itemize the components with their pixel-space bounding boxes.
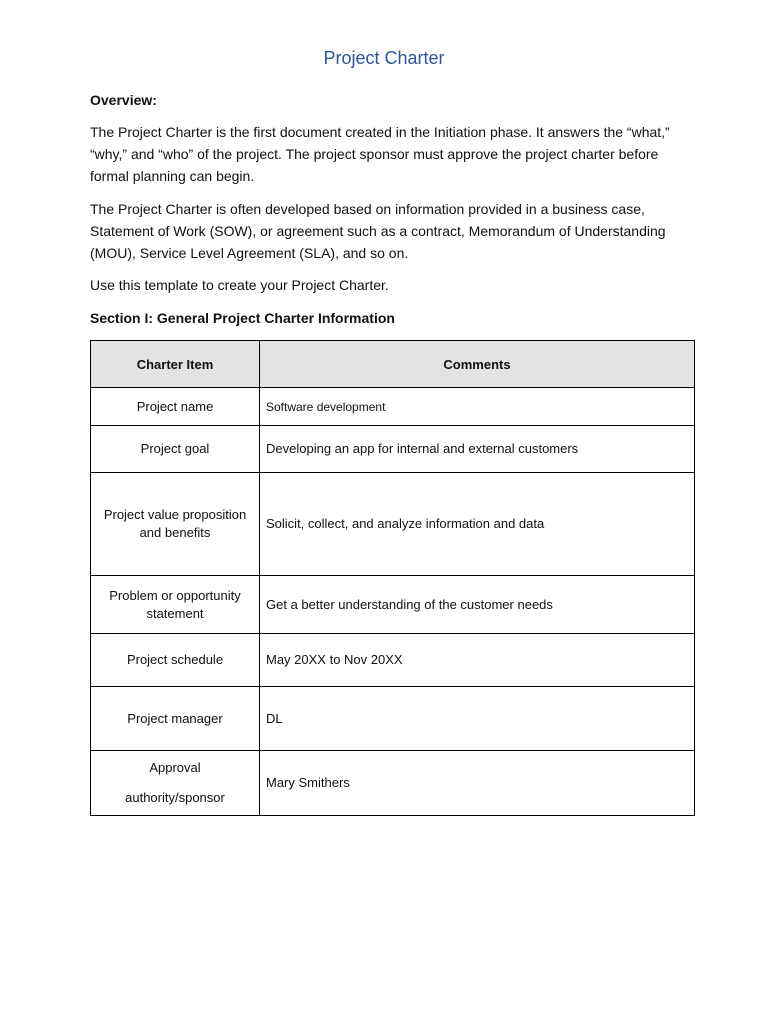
row-comment-project-name: Software development — [260, 388, 695, 426]
row-item-project-goal: Project goal — [91, 426, 260, 473]
row-comment-project-schedule: May 20XX to Nov 20XX — [260, 634, 695, 687]
paragraph-intro: The Project Charter is the first document created in the Initiation phase. It answers the “what,” “why,” and “who” of the project. The project sponsor must approve the project charter before formal planning can begin. — [90, 124, 670, 184]
row-item-problem-statement: Problem or opportunity statement — [91, 576, 260, 634]
row-item-project-name: Project name — [91, 388, 260, 426]
table-header-row — [91, 341, 695, 388]
paragraph-usage: Use this template to create your Project Charter. — [90, 277, 389, 293]
section-heading: Section I: General Project Charter Information — [90, 310, 395, 326]
page-title: Project Charter — [323, 48, 445, 68]
paragraph-sources: The Project Charter is often developed based on information provided in a business case, Statement of Work (SOW), or agreement such as a contract, Memorandum of Understanding (MOU), Service Level Agreement (SLA), and so on. — [90, 201, 666, 261]
row-comment-approval-authority: Mary Smithers — [260, 751, 695, 816]
header-comments: Comments — [260, 341, 695, 388]
table-row — [91, 751, 695, 816]
row-comment-value-proposition: Solicit, collect, and analyze information and data — [260, 473, 695, 576]
overview-heading: Overview: — [90, 92, 157, 108]
table-row — [91, 634, 695, 687]
row-comment-problem-statement: Get a better understanding of the customer needs — [260, 576, 695, 634]
row-item-value-proposition: Project value proposition and benefits — [91, 473, 260, 576]
row-item-project-schedule: Project schedule — [91, 634, 260, 687]
table-row — [91, 576, 695, 634]
row-item-approval-authority — [91, 751, 260, 816]
row-item-project-manager: Project manager — [91, 687, 260, 751]
table-row — [91, 388, 695, 426]
table-row — [91, 473, 695, 576]
approval-line-1: Approval — [149, 760, 201, 775]
charter-table — [90, 340, 695, 816]
approval-line-2: authority/sponsor — [125, 790, 225, 805]
row-comment-project-manager: DL — [260, 687, 695, 751]
table-row — [91, 426, 695, 473]
table-row — [91, 687, 695, 751]
header-charter-item: Charter Item — [91, 341, 260, 388]
row-comment-project-goal: Developing an app for internal and external customers — [260, 426, 695, 473]
